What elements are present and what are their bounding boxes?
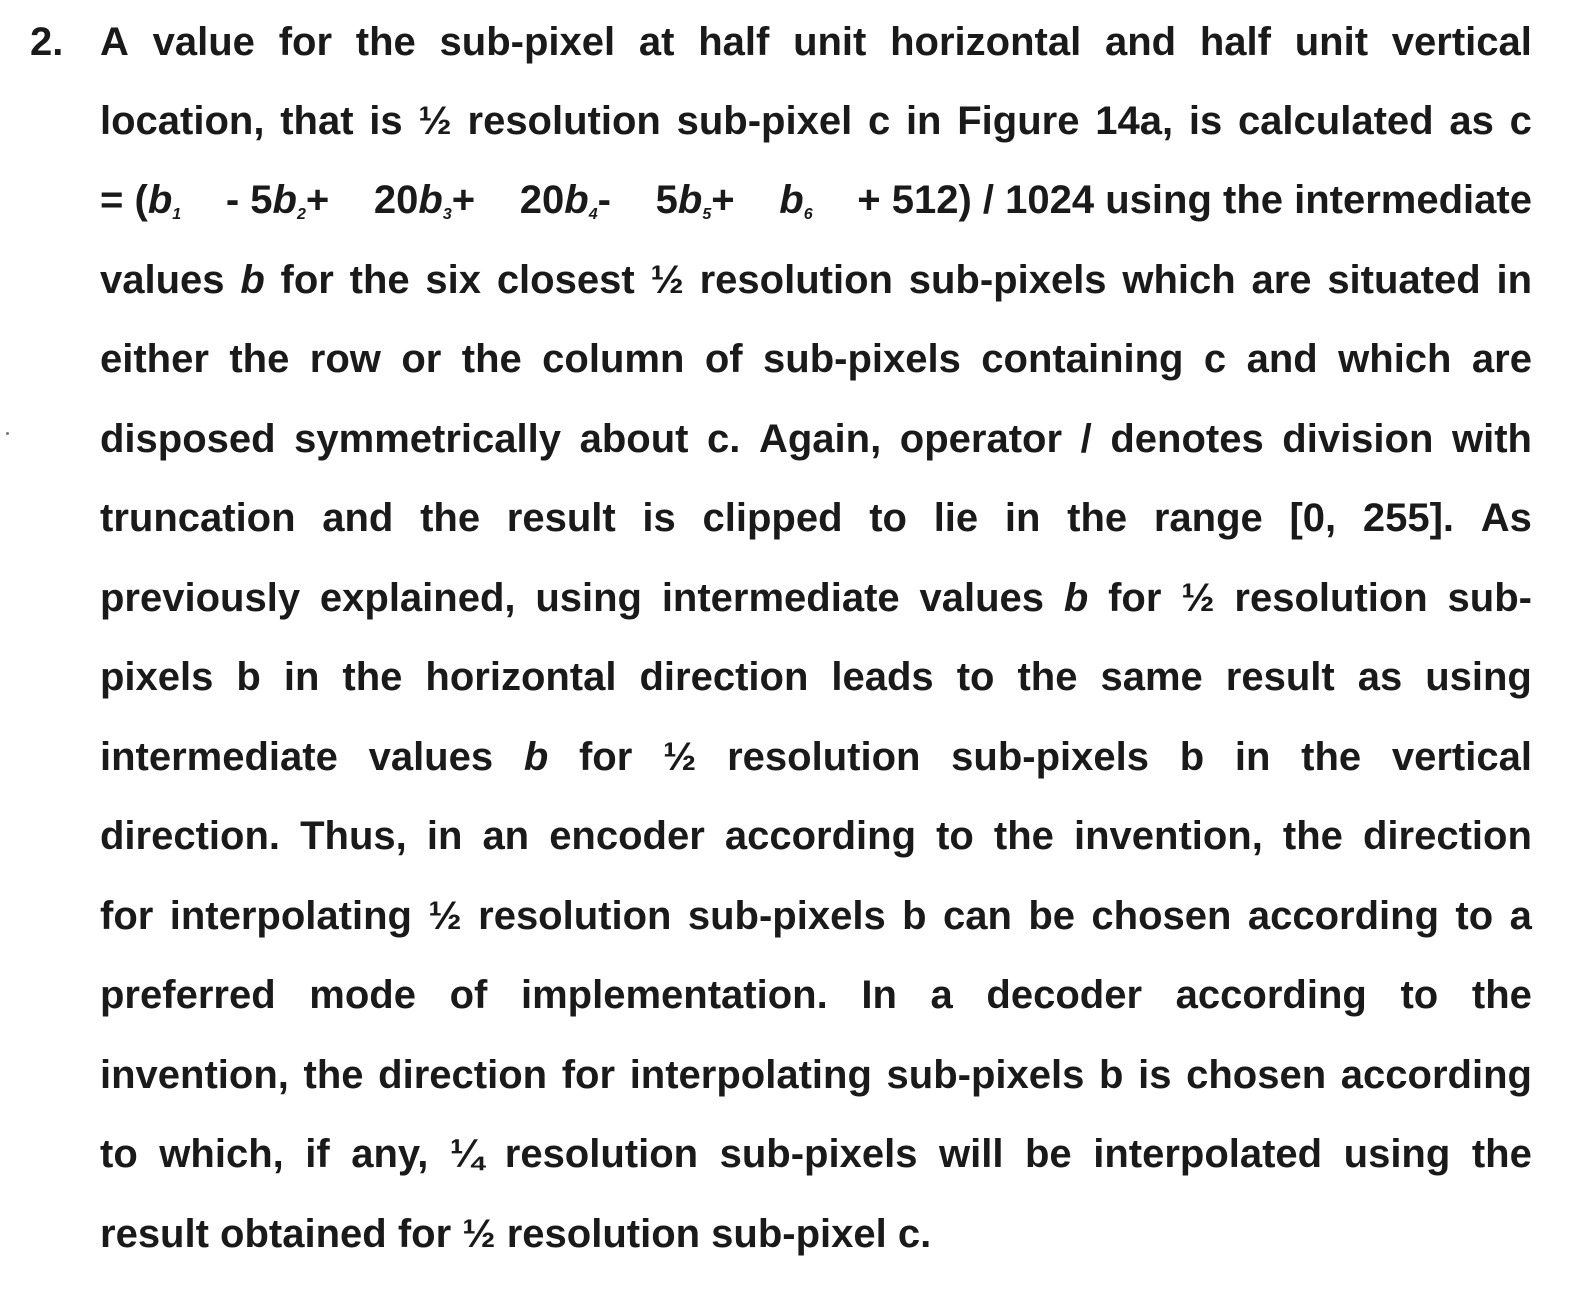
word: result: [506, 496, 616, 540]
word: in: [1496, 258, 1532, 302]
word: resolution: [504, 1132, 699, 1176]
word: containing: [981, 337, 1184, 381]
word: b: [1063, 576, 1089, 620]
text-line-10: [100, 808, 1532, 864]
word: ½: [650, 258, 684, 302]
word: b: [236, 655, 261, 699]
word: decoder: [986, 973, 1143, 1017]
word: symmetrically: [294, 417, 562, 461]
word: result: [1225, 655, 1335, 699]
word: clipped: [702, 496, 843, 540]
text-line-11: [100, 888, 1532, 944]
word: according: [724, 814, 917, 858]
word: which,: [159, 1132, 284, 1176]
word: c: [867, 99, 891, 143]
word: intermediate: [100, 735, 338, 779]
word: are: [1251, 258, 1312, 302]
word: using: [1425, 655, 1532, 699]
word: resolution: [478, 894, 672, 938]
formula-term-4: $20b_4-$: [519, 178, 611, 223]
word: sub-: [1447, 576, 1532, 620]
word: the: [1471, 973, 1532, 1017]
word: to: [936, 814, 974, 858]
word: As: [1480, 496, 1532, 540]
word: c.: [707, 417, 741, 461]
word: direction: [378, 1053, 548, 1097]
word: for: [561, 1053, 616, 1097]
word: sub-pixel: [676, 99, 853, 143]
word: calculated: [1237, 99, 1434, 143]
word: can: [942, 894, 1012, 938]
word: b: [1099, 1053, 1124, 1097]
word: resolution: [467, 99, 661, 143]
word: unit: [1294, 20, 1369, 64]
word: 14a,: [1095, 99, 1174, 143]
word: interpolating: [629, 1053, 872, 1097]
word: which: [1338, 337, 1452, 381]
word: ½: [1181, 576, 1215, 620]
word: chosen: [1091, 894, 1232, 938]
word: about: [579, 417, 689, 461]
word: to: [956, 655, 995, 699]
word: direction.: [100, 814, 281, 858]
word: resolution: [727, 735, 921, 779]
word: is: [369, 99, 403, 143]
word: sub-pixels: [908, 258, 1107, 302]
word: an: [482, 814, 530, 858]
word: and: [322, 496, 394, 540]
text-line-8: [100, 649, 1532, 705]
word: to: [869, 496, 907, 540]
word: values: [368, 735, 494, 779]
word: values: [100, 258, 225, 302]
word: truncation: [100, 496, 296, 540]
word: same: [1100, 655, 1203, 699]
word: according: [1175, 973, 1367, 1017]
word: b: [523, 735, 549, 779]
word: values: [919, 576, 1045, 620]
word: of: [704, 337, 743, 381]
word: and: [1104, 20, 1177, 64]
word: horizontal: [425, 655, 617, 699]
word: [0,: [1289, 496, 1337, 540]
word: c: [1203, 337, 1227, 381]
word: 255].: [1362, 496, 1455, 540]
formula-line: [100, 172, 1532, 243]
word: invention,: [1073, 814, 1263, 858]
word: be: [1024, 1132, 1072, 1176]
word: be: [1028, 894, 1075, 938]
text-line-15: result obtained for ½ resolution sub-pixel c.: [100, 1212, 932, 1256]
word: unit: [793, 20, 867, 64]
text-line-2: [100, 93, 1532, 149]
word: ½: [428, 894, 462, 938]
word: using: [535, 576, 642, 620]
word: the: [349, 258, 410, 302]
text-line-1: [100, 14, 1532, 70]
word: or: [401, 337, 442, 381]
word: six: [425, 258, 482, 302]
word: leads: [831, 655, 934, 699]
word: for: [1108, 576, 1162, 620]
word: encoder: [549, 814, 705, 858]
word: in: [1234, 735, 1271, 779]
word: implementation.: [521, 973, 828, 1017]
word: the: [1471, 1132, 1532, 1176]
word: according: [1247, 894, 1440, 938]
word: Figure: [957, 99, 1080, 143]
word: previously: [100, 576, 301, 620]
word: division: [1282, 417, 1434, 461]
word: a: [930, 973, 953, 1017]
word: sub-pixels: [951, 735, 1150, 779]
word: Again,: [758, 417, 882, 461]
word: situated: [1327, 258, 1481, 302]
word: according: [1340, 1053, 1532, 1097]
word: is: [1188, 99, 1223, 143]
scan-speck: [6, 432, 9, 435]
word: either: [100, 337, 209, 381]
text-line-3: [100, 252, 1532, 308]
word: with: [1451, 417, 1532, 461]
word: denotes: [1110, 417, 1264, 461]
word: at: [638, 20, 675, 64]
formula-term-6: $b_6$: [779, 178, 813, 223]
word: for: [280, 258, 334, 302]
word: the: [1017, 655, 1078, 699]
word: half: [1199, 20, 1271, 64]
word: row: [309, 337, 381, 381]
word: a: [1509, 894, 1532, 938]
word: to: [1455, 894, 1494, 938]
word: as: [1357, 655, 1403, 699]
word: column: [542, 337, 685, 381]
word: vertical: [1391, 735, 1532, 779]
word: value: [152, 20, 255, 64]
word: any,: [351, 1132, 429, 1176]
word: range: [1153, 496, 1263, 540]
word: pixels: [100, 655, 214, 699]
word: chosen: [1186, 1053, 1327, 1097]
word: b: [240, 258, 265, 302]
text-line-12: [100, 967, 1532, 1023]
word: interpolated: [1093, 1132, 1323, 1176]
word: to: [100, 1132, 138, 1176]
word: is: [642, 496, 676, 540]
word: if: [305, 1132, 330, 1176]
word: will: [939, 1132, 1004, 1176]
word: which: [1122, 258, 1236, 302]
word: sub-pixels: [719, 1132, 918, 1176]
word: sub-pixels: [763, 337, 961, 381]
word: the: [1282, 814, 1343, 858]
word: explained,: [319, 576, 516, 620]
word: interpolating: [169, 894, 412, 938]
word: the: [229, 337, 290, 381]
word: direction: [1362, 814, 1532, 858]
word: the: [1301, 735, 1362, 779]
word: horizontal: [890, 20, 1082, 64]
formula-eq-part: = ($b_1$: [100, 178, 182, 223]
word: ½: [663, 735, 697, 779]
word: in: [426, 814, 463, 858]
word: using: [1343, 1132, 1451, 1176]
formula-term-5: $5b_5+$: [655, 178, 735, 223]
word: the: [461, 337, 522, 381]
word: preferred: [100, 973, 276, 1017]
formula-term-2: - $5b_2+$: [225, 178, 330, 223]
word: of: [449, 973, 488, 1017]
word: disposed: [100, 417, 276, 461]
word: that: [280, 99, 354, 143]
text-line-7: [100, 570, 1532, 626]
word: are: [1471, 337, 1532, 381]
text-line-5: [100, 411, 1532, 467]
text-line-14: [100, 1126, 1532, 1182]
word: the: [420, 496, 481, 540]
word: to: [1400, 973, 1439, 1017]
word: and: [1246, 337, 1318, 381]
word: ½: [418, 99, 452, 143]
word: sub-pixel: [439, 20, 616, 64]
word: in: [905, 99, 942, 143]
word: the: [342, 655, 403, 699]
formula-tail: + 512) / 1024 using the intermediate: [857, 178, 1532, 222]
word: for: [278, 20, 333, 64]
word: b: [902, 894, 927, 938]
word: in: [1004, 496, 1041, 540]
word: the: [993, 814, 1054, 858]
word: A: [100, 20, 129, 64]
word: sub-pixels: [687, 894, 886, 938]
text-line-9: [100, 729, 1532, 785]
word: for: [100, 894, 154, 938]
word: resolution: [1234, 576, 1428, 620]
word: closest: [496, 258, 635, 302]
word: b: [1179, 735, 1205, 779]
word: in: [283, 655, 320, 699]
text-line-6: [100, 490, 1532, 546]
word: vertical: [1391, 20, 1532, 64]
word: the: [355, 20, 416, 64]
word: ¼: [449, 1132, 484, 1176]
item-number: 2.: [30, 20, 64, 64]
word: for: [578, 735, 633, 779]
word: resolution: [699, 258, 893, 302]
word: mode: [309, 973, 416, 1017]
word: In: [861, 973, 897, 1017]
text-line-4: [100, 331, 1532, 387]
word: half: [698, 20, 770, 64]
text-line-13: [100, 1047, 1532, 1103]
word: intermediate: [661, 576, 900, 620]
word: the: [1067, 496, 1128, 540]
word: the: [303, 1053, 364, 1097]
word: invention,: [100, 1053, 289, 1097]
word: c: [1509, 99, 1532, 143]
word: is: [1138, 1053, 1172, 1097]
word: Thus,: [300, 814, 407, 858]
word: as: [1449, 99, 1494, 143]
word: sub-pixels: [886, 1053, 1085, 1097]
word: operator: [899, 417, 1063, 461]
word: direction: [639, 655, 809, 699]
word: location,: [100, 99, 265, 143]
formula-term-3: $20b_3+$: [373, 178, 476, 223]
word: /: [1080, 417, 1092, 461]
word: lie: [933, 496, 979, 540]
